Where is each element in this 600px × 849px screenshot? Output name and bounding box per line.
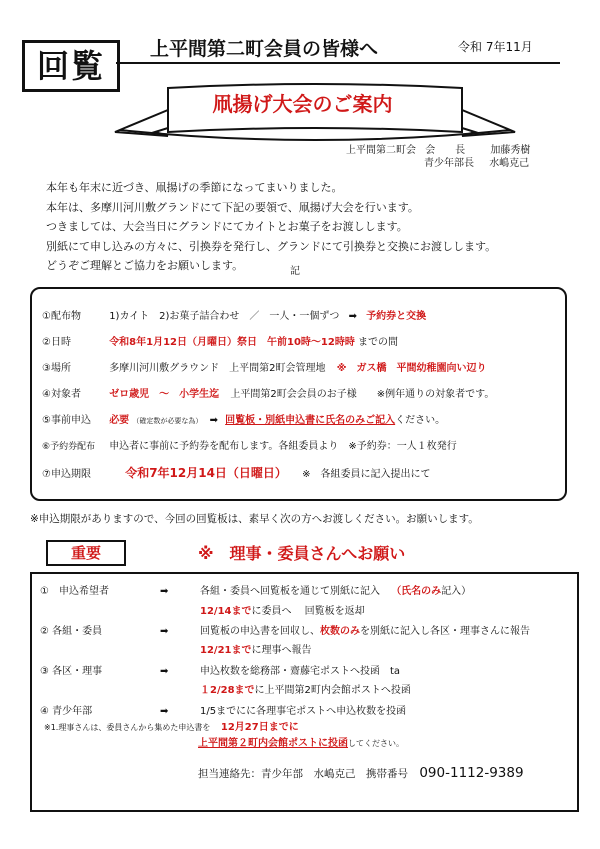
step-text-part: 記入）: [441, 586, 472, 597]
intro-line: 本年も年末に近づき、凧揚げの季節になってまいりました。: [46, 181, 343, 194]
step-label: ② 各組・委員: [40, 626, 103, 637]
signers-block: [346, 144, 530, 170]
intro-line: 別紙にて申し込みの方々に、引換券を発行し、グランドにて引換券と交換にお渡しします。: [46, 239, 497, 253]
arrow-icon: ➡: [209, 415, 218, 426]
note-highlight: 12月27日までに: [220, 722, 299, 733]
detail-highlight: 令和8年1月12日（月曜日）祭日 午前10時～12時時: [109, 337, 355, 348]
step-text: [200, 584, 471, 599]
step-text-part: 回覧板の申込書を回収し、: [200, 626, 320, 637]
detail-highlight: 回覧板・別紙申込書に氏名のみご記入: [225, 415, 396, 426]
title-underline: [116, 62, 560, 64]
arrow-icon: ➡: [160, 706, 169, 717]
signer-role: 青少年部長: [424, 158, 474, 169]
signer-row: [346, 157, 530, 170]
intro-line: どうぞご理解とご協力をお願いします。: [46, 259, 244, 272]
step-highlight: 12/21まで: [200, 645, 252, 656]
important-label: 重要: [46, 540, 126, 566]
signer-row: [346, 144, 530, 157]
step-subline: [200, 604, 365, 619]
step-label: ③ 各区・理事: [40, 666, 103, 677]
signer-org: 上平間第二町会: [346, 145, 416, 156]
detail-item-ticket-distribution: [42, 439, 457, 455]
kairan-stamp: 回覧: [22, 40, 120, 92]
intro-line: つきましては、大会当日にグランドにてカイトとお菓子をお渡しします。: [46, 220, 408, 233]
step-subline: [200, 683, 411, 698]
detail-label: ②日時: [42, 337, 71, 348]
contact-label: 担当連絡先：青少年部 水嶋克己 携帯番号: [198, 768, 408, 780]
detail-text: までの間: [358, 337, 399, 348]
signer-name: 水嶋克己: [489, 158, 530, 169]
detail-small-note: （確定数が必要な為）: [132, 417, 203, 425]
step-highlight: 12/14まで: [200, 606, 252, 617]
detail-item-preregistration: [42, 413, 445, 429]
phone-number: 090-1112-9389: [419, 765, 524, 781]
detail-highlight: ゼロ歳児 ～ 小学生迄: [109, 389, 220, 400]
document-date: 令和 7年11月: [458, 40, 533, 54]
arrow-icon: ➡: [160, 586, 169, 597]
ki-heading: 記: [290, 266, 300, 277]
detail-label: ⑦申込期限: [42, 469, 91, 480]
step-text-part: に理事へ報告: [251, 645, 312, 656]
step-text-part: 各組・委員へ回覧板を通じて別紙に記入: [200, 586, 380, 597]
step-subline: [200, 643, 311, 658]
detail-text: 上平間第2町会会員のお子様 ※例年通りの対象者です。: [230, 389, 495, 400]
step-text-part: を別紙に記入し各区・理事さんに報告: [360, 626, 530, 637]
detail-highlight: ※ ガス橋 平間幼稚園向い辺り: [336, 363, 487, 374]
signer-role: 会 長: [425, 145, 466, 156]
intro-line: 本年は、多摩川河川敷グランドにて下記の要領で、凧揚げ大会を行います。: [46, 200, 419, 214]
step-text: 申込枚数を総務部・齋藤宅ポストへ投函 ta: [200, 666, 401, 677]
detail-label: ④対象者: [42, 389, 81, 400]
step-text-part: に委員へ 回覧板を返却: [251, 606, 365, 617]
document-title: 上平間第二町会員の皆様へ: [150, 38, 379, 60]
important-title: ※ 理事・委員さんへお願い: [198, 544, 406, 563]
arrow-icon: ➡: [160, 666, 169, 677]
detail-item-deadline: [42, 465, 431, 481]
contact-line: [198, 765, 524, 781]
detail-text: 1)カイト 2)お菓子詰合わせ ／ 一人・一個ずつ: [109, 311, 340, 322]
circulation-note: ※申込期限がありますので、今回の回覧板は、素早く次の方へお渡しください。お願いします。: [30, 513, 479, 525]
detail-label: ⑥予約券配布: [42, 442, 96, 452]
detail-highlight: 令和7年12月14日（日曜日）: [125, 466, 287, 480]
director-note: [198, 736, 404, 751]
step-label: ① 申込希望者: [40, 586, 109, 597]
event-title: 凧揚げ大会のご案内: [212, 92, 393, 116]
note-text: してください。: [348, 739, 404, 748]
step-highlight: （氏名のみ: [391, 586, 442, 597]
detail-label: ③場所: [42, 363, 71, 374]
detail-item-location: [42, 361, 486, 377]
step-highlight: 枚数のみ: [320, 626, 360, 637]
step-text-part: に上平間第2町内会館ポストへ投函: [254, 685, 411, 696]
detail-item-distribution: [42, 309, 426, 325]
step-text: [200, 624, 530, 639]
step-highlight: １2/28まで: [200, 685, 255, 696]
arrow-icon: ➡: [160, 626, 169, 637]
detail-label: ⑤事前申込: [42, 415, 91, 426]
step-text: 1/5までにに各理事宅ポストへ申込枚数を投函: [200, 706, 407, 717]
intro-paragraph: [46, 178, 566, 276]
detail-item-datetime: [42, 335, 398, 351]
detail-text: 多摩川河川敷グラウンド 上平間第2町会管理地: [109, 363, 326, 374]
note-text: ※1.理事さんは、委員さんから集めた申込書を: [44, 723, 211, 732]
step-label: ④ 青少年部: [40, 706, 93, 717]
arrow-icon: ➡: [348, 311, 357, 322]
signer-name: 加藤秀樹: [490, 145, 531, 156]
detail-label: ①配布物: [42, 311, 81, 322]
detail-text: ※ 各組委員に記入提出にて: [302, 469, 431, 480]
detail-highlight: 必要: [109, 415, 130, 426]
detail-item-target: [42, 387, 494, 403]
detail-highlight: 予約券と交換: [366, 311, 427, 322]
detail-text: ください。: [395, 415, 446, 426]
note-highlight: 上平間第２町内会館ポストに投函: [198, 738, 348, 749]
detail-text: 申込者に事前に予約券を配布します。各組委員より ※予約券：一人１枚発行: [109, 441, 457, 452]
director-note: [44, 720, 299, 735]
